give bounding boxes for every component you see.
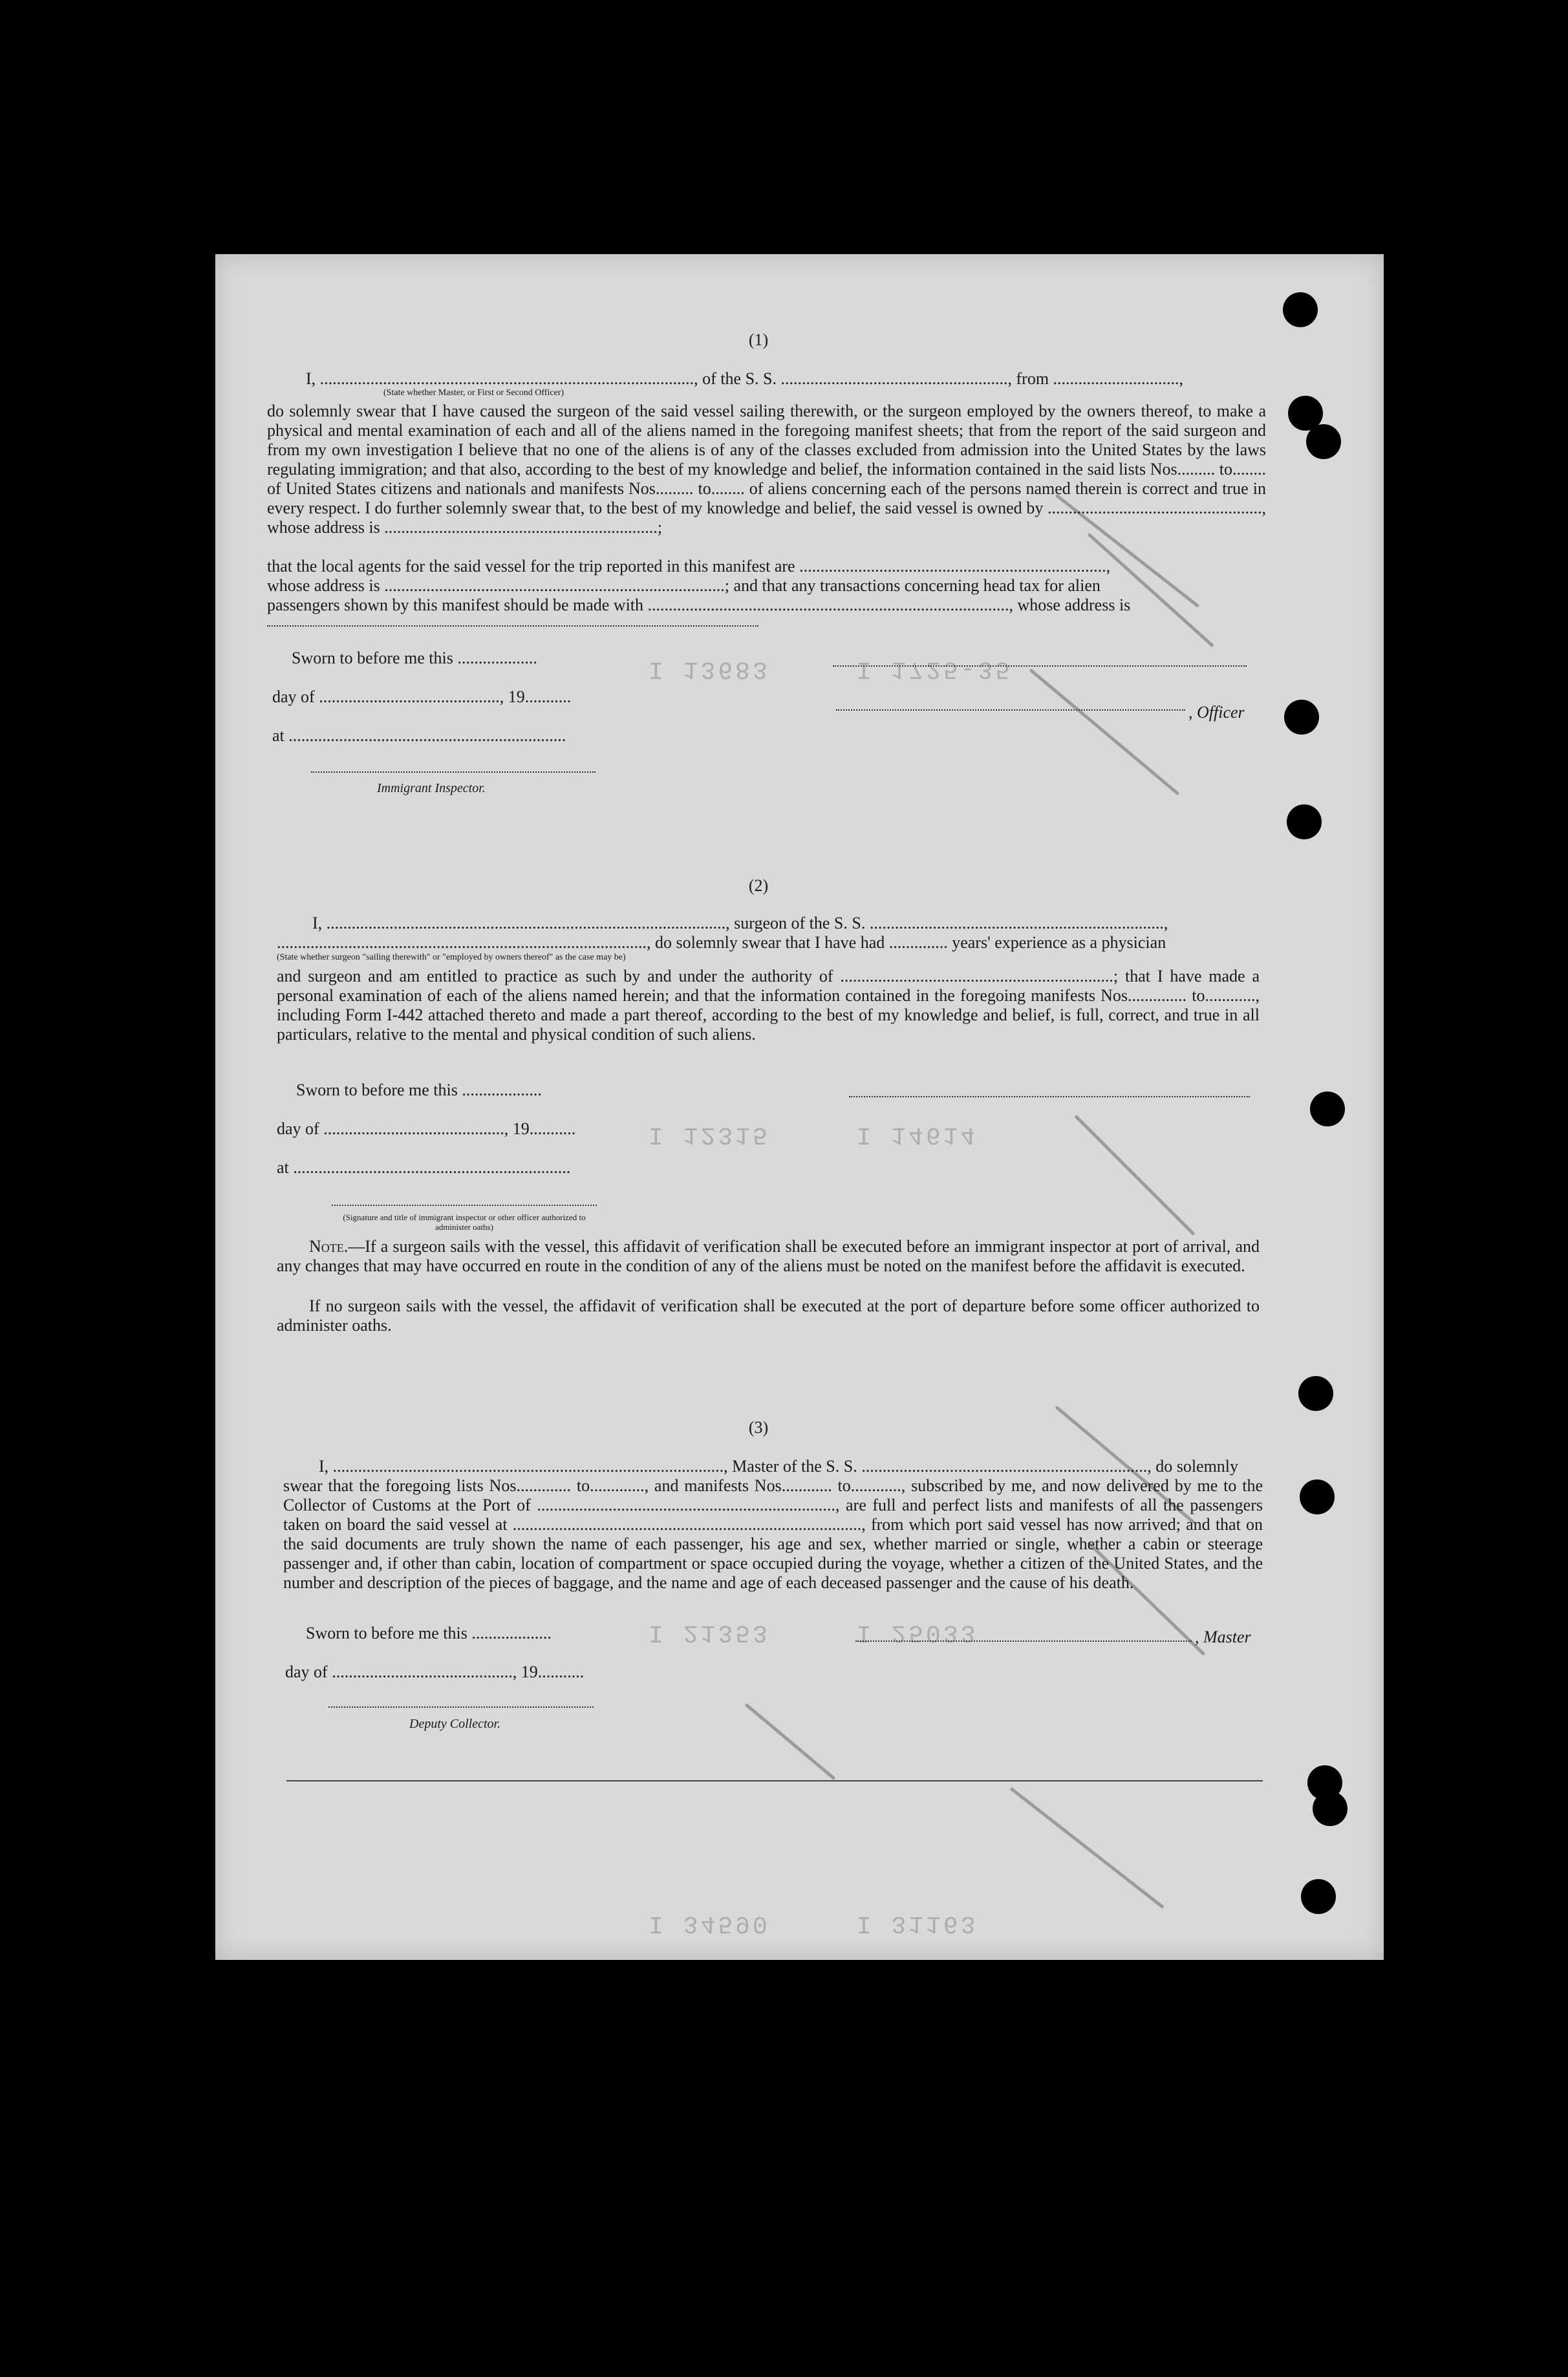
show-through-stroke <box>1029 669 1179 796</box>
section-2-opening-2: ........................................................................................, do solemnly swear that I have had .............. years' experience as a physician <box>277 933 1166 952</box>
section-2-note <box>277 1237 1260 1276</box>
section-1-sworn: Sworn to before me this ................... <box>292 649 537 667</box>
section-2-inspector-line <box>332 1205 597 1206</box>
punch-hole <box>1301 1879 1336 1914</box>
section-1-opening-caption: (State whether Master, or First or Second Officer) <box>383 388 564 398</box>
section-1-officer-line <box>836 709 1185 711</box>
section-2-signature-line <box>849 1096 1250 1097</box>
punch-hole <box>1306 424 1341 459</box>
section-1-at: at .................................................................. <box>272 726 566 745</box>
section-2-signature-caption: (Signature and title of immigrant inspector or other officer authorized to administer oaths) <box>343 1212 586 1232</box>
section-1-day-of: day of ..........................................., 19........... <box>272 687 572 706</box>
section-3-collector-caption: Deputy Collector. <box>409 1717 501 1731</box>
section-1-opening: I, ........................................................................................., of the S. S. ......................................................, from .............................., <box>306 369 1184 388</box>
section-3-master-line <box>855 1640 1192 1642</box>
section-1-inspector-line <box>311 771 596 773</box>
section-2-number: (2) <box>748 876 769 895</box>
section-1-officer-label: , Officer <box>1188 703 1245 722</box>
section-1-address-line <box>267 625 758 627</box>
section-3-sworn: Sworn to before me this ................... <box>306 1624 552 1642</box>
section-1-inspector-caption: Immigrant Inspector. <box>377 781 486 795</box>
punch-hole <box>1313 1791 1348 1826</box>
section-2-sworn: Sworn to before me this ................... <box>296 1081 542 1099</box>
punch-hole <box>1298 1376 1333 1411</box>
show-through-text: I 13683 I 1725-35 <box>649 655 1013 683</box>
section-2-note-2 <box>277 1296 1260 1335</box>
bottom-rule <box>286 1780 1263 1781</box>
show-through-text: I 34590 I 31163 <box>649 1909 978 1937</box>
punch-hole <box>1287 804 1322 839</box>
show-through-text: I 21353 I 25033 <box>649 1619 978 1646</box>
section-3-master-label: , Master <box>1195 1628 1251 1646</box>
section-1-local-agents: that the local agents for the said vessel for the trip reported in this manifest are ........................................................................., <box>267 557 1111 575</box>
section-3-day-of: day of ..........................................., 19........... <box>285 1662 585 1681</box>
manifest-page <box>215 254 1384 1960</box>
show-through-stroke <box>1009 1787 1164 1909</box>
section-2-opening: I, ..............................................................................................., surgeon of the S. S. ......................................................................, <box>312 914 1168 932</box>
note-text-2: If no surgeon sails with the vessel, the affidavit of verification shall be executed at the port of departure before some officer authorized to administer oaths. <box>277 1296 1260 1335</box>
note-text: —If a surgeon sails with the vessel, this affidavit of verification shall be executed before an immigrant inspector at port of arrival, and any changes that may have occurred en route in the condition of any of the aliens must be noted on the manifest before the affidavit is executed. <box>277 1237 1260 1275</box>
section-2-at: at .................................................................. <box>277 1158 571 1177</box>
section-1-number: (1) <box>748 330 769 349</box>
section-1-passengers: passengers shown by this manifest should be made with ......................................................................................, whose address is <box>267 596 1131 614</box>
section-3-collector-line <box>328 1706 594 1708</box>
section-1-signature-line <box>833 665 1247 667</box>
punch-hole <box>1300 1479 1335 1514</box>
section-2-opening-caption: (State whether surgeon "sailing therewith" or "employed by owners thereof" as the case may be) <box>277 952 626 962</box>
section-3-number: (3) <box>748 1418 769 1437</box>
show-through-text: I 12315 I 14614 <box>649 1121 978 1148</box>
section-1-whose-address: whose address is .................................................................................; and that any transactions concerning head tax for alien <box>267 576 1101 595</box>
section-2-day-of: day of ..........................................., 19........... <box>277 1119 576 1138</box>
punch-hole <box>1284 700 1319 735</box>
section-1-body: do solemnly swear that I have caused the surgeon of the said vessel sailing therewith, or the surgeon employed by the owners thereof, to make a physical and mental examination of each and all of the aliens named in the foregoing manifest sheets; that from the report of the said surgeon and from my own investigation I believe that no one of the aliens is of any of the classes excluded from admission into the United States by the laws regulating immigration; and that also, according to the best of my knowledge and belief, the information contained in the said lists Nos......... to........ of United States citizens and nationals and manifests Nos......... to........ of aliens concerning each of the persons named therein is correct and true in every respect. I do further solemnly swear that, to the best of my knowledge and belief, the said vessel is owned by ..................................................., whose address is .................................................................; <box>267 402 1266 537</box>
section-2-body: and surgeon and am entitled to practice as such by and under the authority of .................................................................; that I have made a personal examination of each of the aliens named herein; and that the information contained in the foregoing manifests Nos.............. to............, including Form I-442 attached thereto and made a part thereof, according to the best of my knowledge and belief, is full, correct, and true in all particulars, relative to the mental and physical condition of such aliens. <box>277 967 1260 1044</box>
show-through-stroke <box>1074 1115 1195 1236</box>
section-3-opening: I, ............................................................................................., Master of the S. S. ...................................................................., do solemnly <box>319 1457 1239 1476</box>
punch-hole <box>1310 1092 1345 1126</box>
note-label: Note. <box>309 1237 349 1256</box>
show-through-stroke <box>744 1703 835 1781</box>
punch-hole <box>1283 292 1318 327</box>
section-3-body: swear that the foregoing lists Nos............. to............., and manifests Nos............ to............, subscribed by me, and now delivered by me to the Collector of Customs at the Port of ......................................................................., are full and perfect lists and manifests of all the passengers taken on board the said vessel at ..................................................................................., from which port said vessel has now arrived; and that on the said documents are truly shown the name of each passenger, his age and sex, whether married or single, whether a cabin or steerage passenger and, if other than cabin, location of compartment or space occupied during the voyage, whether a citizen of the United States, and the number and description of the pieces of baggage, and the name and age of each deceased passenger and the cause of his death. <box>283 1476 1263 1592</box>
